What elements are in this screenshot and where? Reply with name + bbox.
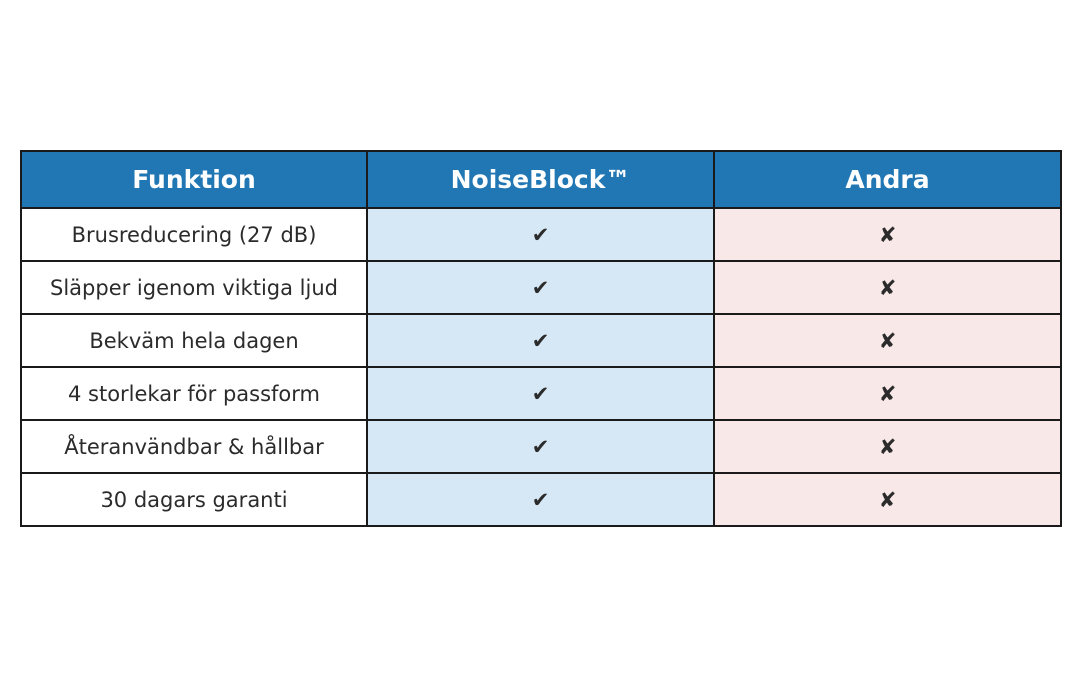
feature-label: 30 dagars garanti [21, 473, 367, 526]
check-icon: ✔ [367, 208, 714, 261]
feature-label: 4 storlekar för passform [21, 367, 367, 420]
feature-label: Brusreducering (27 dB) [21, 208, 367, 261]
table-row [21, 261, 1061, 314]
feature-label: Bekväm hela dagen [21, 314, 367, 367]
check-icon: ✔ [367, 261, 714, 314]
feature-label: Återanvändbar & hållbar [21, 420, 367, 473]
cross-icon: ✘ [714, 314, 1061, 367]
table-row [21, 420, 1061, 473]
cross-icon: ✘ [714, 473, 1061, 526]
header-others: Andra [714, 151, 1061, 208]
check-icon: ✔ [367, 420, 714, 473]
table-row [21, 208, 1061, 261]
table-row [21, 314, 1061, 367]
header-row [21, 151, 1061, 208]
cross-icon: ✘ [714, 208, 1061, 261]
feature-label: Släpper igenom viktiga ljud [21, 261, 367, 314]
table-row [21, 367, 1061, 420]
comparison-table [20, 150, 1062, 527]
cross-icon: ✘ [714, 367, 1061, 420]
table-row [21, 473, 1061, 526]
check-icon: ✔ [367, 367, 714, 420]
check-icon: ✔ [367, 314, 714, 367]
header-feature: Funktion [21, 151, 367, 208]
cross-icon: ✘ [714, 420, 1061, 473]
check-icon: ✔ [367, 473, 714, 526]
cross-icon: ✘ [714, 261, 1061, 314]
header-noiseblock: NoiseBlock™ [367, 151, 714, 208]
